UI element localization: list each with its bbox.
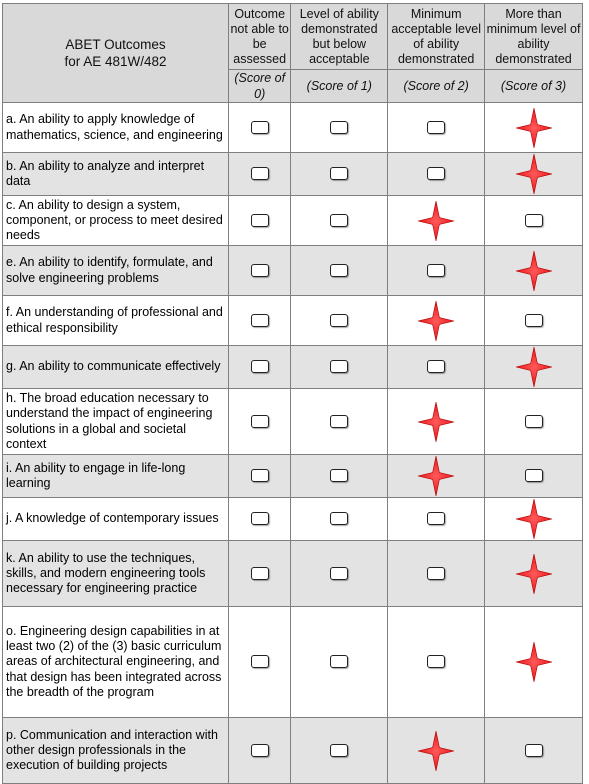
score-cell-2	[388, 389, 485, 455]
checkbox-icon[interactable]	[525, 214, 543, 227]
outcome-text: j. A knowledge of contemporary issues	[3, 498, 229, 541]
checkbox-icon[interactable]	[251, 264, 269, 277]
score-cell-1	[291, 455, 388, 498]
table-row	[3, 196, 583, 246]
score-cell-2	[388, 541, 485, 607]
outcome-text: p. Communication and interaction with other design professionals in the execution of building projects	[3, 718, 229, 784]
red-star-icon[interactable]	[515, 346, 553, 388]
score-cell-2	[388, 296, 485, 346]
checkbox-icon[interactable]	[427, 360, 445, 373]
score-cell-1	[291, 607, 388, 718]
score-cell-1	[291, 246, 388, 296]
score-label-2: (Score of 2)	[388, 70, 485, 103]
score-cell-0	[228, 498, 290, 541]
table-row	[3, 498, 583, 541]
score-cell-2	[388, 103, 485, 153]
checkbox-icon[interactable]	[330, 314, 348, 327]
score-cell-3	[485, 607, 583, 718]
score-cell-0	[228, 718, 290, 784]
checkbox-icon[interactable]	[427, 121, 445, 134]
score-label-1: (Score of 1)	[291, 70, 388, 103]
score-cell-2	[388, 455, 485, 498]
score-cell-0	[228, 455, 290, 498]
score-cell-1	[291, 103, 388, 153]
checkbox-icon[interactable]	[525, 744, 543, 757]
table-row	[3, 718, 583, 784]
score-label-0: (Score of 0)	[228, 70, 290, 103]
checkbox-icon[interactable]	[251, 167, 269, 180]
score-cell-3	[485, 103, 583, 153]
outcome-text: c. An ability to design a system, component, or process to meet desired needs	[3, 196, 229, 246]
checkbox-icon[interactable]	[251, 744, 269, 757]
score-cell-0	[228, 346, 290, 389]
outcome-text: e. An ability to identify, formulate, and solve engineering problems	[3, 246, 229, 296]
checkbox-icon[interactable]	[251, 314, 269, 327]
checkbox-icon[interactable]	[330, 167, 348, 180]
table-row	[3, 296, 583, 346]
red-star-icon[interactable]	[515, 498, 553, 540]
checkbox-icon[interactable]	[330, 744, 348, 757]
checkbox-icon[interactable]	[525, 469, 543, 482]
outcome-text: i. An ability to engage in life-long learning	[3, 455, 229, 498]
checkbox-icon[interactable]	[427, 264, 445, 277]
outcome-text: a. An ability to apply knowledge of mathematics, science, and engineering	[3, 103, 229, 153]
score-cell-3	[485, 153, 583, 196]
checkbox-icon[interactable]	[427, 167, 445, 180]
checkbox-icon[interactable]	[251, 655, 269, 668]
checkbox-icon[interactable]	[330, 655, 348, 668]
score-cell-3	[485, 196, 583, 246]
checkbox-icon[interactable]	[330, 512, 348, 525]
table-row	[3, 607, 583, 718]
score-cell-1	[291, 346, 388, 389]
table-row	[3, 455, 583, 498]
checkbox-icon[interactable]	[525, 314, 543, 327]
score-cell-0	[228, 389, 290, 455]
checkbox-icon[interactable]	[427, 655, 445, 668]
checkbox-icon[interactable]	[251, 512, 269, 525]
score-cell-3	[485, 498, 583, 541]
score-cell-0	[228, 246, 290, 296]
score-cell-2	[388, 346, 485, 389]
checkbox-icon[interactable]	[330, 264, 348, 277]
score-label-3: (Score of 3)	[485, 70, 583, 103]
score-cell-3	[485, 389, 583, 455]
table-title-line1: ABET Outcomes	[65, 37, 166, 52]
score-cell-2	[388, 718, 485, 784]
red-star-icon[interactable]	[417, 455, 455, 497]
checkbox-icon[interactable]	[330, 567, 348, 580]
checkbox-icon[interactable]	[251, 469, 269, 482]
outcome-text: b. An ability to analyze and interpret data	[3, 153, 229, 196]
table-row	[3, 389, 583, 455]
checkbox-icon[interactable]	[330, 415, 348, 428]
outcome-text: o. Engineering design capabilities in at least two (2) of the (3) basic curriculum areas of architectural engineering, and that design has been integrated across the breadth of the program	[3, 607, 229, 718]
checkbox-icon[interactable]	[251, 121, 269, 134]
table-row	[3, 246, 583, 296]
checkbox-icon[interactable]	[251, 214, 269, 227]
score-cell-1	[291, 196, 388, 246]
score-cell-0	[228, 103, 290, 153]
score-cell-3	[485, 718, 583, 784]
score-cell-2	[388, 196, 485, 246]
table-row	[3, 103, 583, 153]
checkbox-icon[interactable]	[330, 360, 348, 373]
checkbox-icon[interactable]	[330, 121, 348, 134]
checkbox-icon[interactable]	[330, 214, 348, 227]
score-cell-0	[228, 541, 290, 607]
score-cell-0	[228, 153, 290, 196]
score-cell-1	[291, 296, 388, 346]
score-cell-0	[228, 296, 290, 346]
red-star-icon[interactable]	[515, 250, 553, 292]
score-cell-3	[485, 346, 583, 389]
red-star-icon[interactable]	[417, 300, 455, 342]
score-cell-1	[291, 498, 388, 541]
table-row	[3, 153, 583, 196]
score-cell-2	[388, 498, 485, 541]
score-cell-2	[388, 246, 485, 296]
score-cell-0	[228, 196, 290, 246]
red-star-icon[interactable]	[417, 730, 455, 772]
checkbox-icon[interactable]	[427, 567, 445, 580]
score-cell-1	[291, 389, 388, 455]
checkbox-icon[interactable]	[427, 512, 445, 525]
score-cell-1	[291, 541, 388, 607]
score-cell-2	[388, 607, 485, 718]
column-header-score-1: Level of ability demonstrated but below acceptable	[291, 4, 388, 70]
score-cell-3	[485, 246, 583, 296]
column-header-score-3: More than minimum level of ability demonstrated	[485, 4, 583, 70]
table-row	[3, 346, 583, 389]
score-cell-1	[291, 153, 388, 196]
red-star-icon[interactable]	[515, 553, 553, 595]
column-header-score-0: Outcome not able to be assessed	[228, 4, 290, 70]
score-cell-0	[228, 607, 290, 718]
red-star-icon[interactable]	[515, 107, 553, 149]
table-row	[3, 541, 583, 607]
outcome-text: h. The broad education necessary to understand the impact of engineering solutions in a global and societal context	[3, 389, 229, 455]
outcome-text: k. An ability to use the techniques, skills, and modern engineering tools necessary for engineering practice	[3, 541, 229, 607]
checkbox-icon[interactable]	[251, 415, 269, 428]
checkbox-icon[interactable]	[251, 567, 269, 580]
checkbox-icon[interactable]	[330, 469, 348, 482]
red-star-icon[interactable]	[515, 153, 553, 195]
score-cell-3	[485, 455, 583, 498]
table-title	[3, 4, 229, 103]
outcome-text: f. An understanding of professional and ethical responsibility	[3, 296, 229, 346]
red-star-icon[interactable]	[417, 200, 455, 242]
score-cell-2	[388, 153, 485, 196]
column-header-score-2: Minimum acceptable level of ability demonstrated	[388, 4, 485, 70]
red-star-icon[interactable]	[515, 641, 553, 683]
table-title-line2: for AE 481W/482	[64, 54, 167, 69]
checkbox-icon[interactable]	[251, 360, 269, 373]
score-cell-3	[485, 541, 583, 607]
score-cell-1	[291, 718, 388, 784]
red-star-icon[interactable]	[417, 401, 455, 443]
score-cell-3	[485, 296, 583, 346]
abet-outcomes-table	[2, 3, 583, 784]
outcome-text: g. An ability to communicate effectively	[3, 346, 229, 389]
checkbox-icon[interactable]	[525, 415, 543, 428]
